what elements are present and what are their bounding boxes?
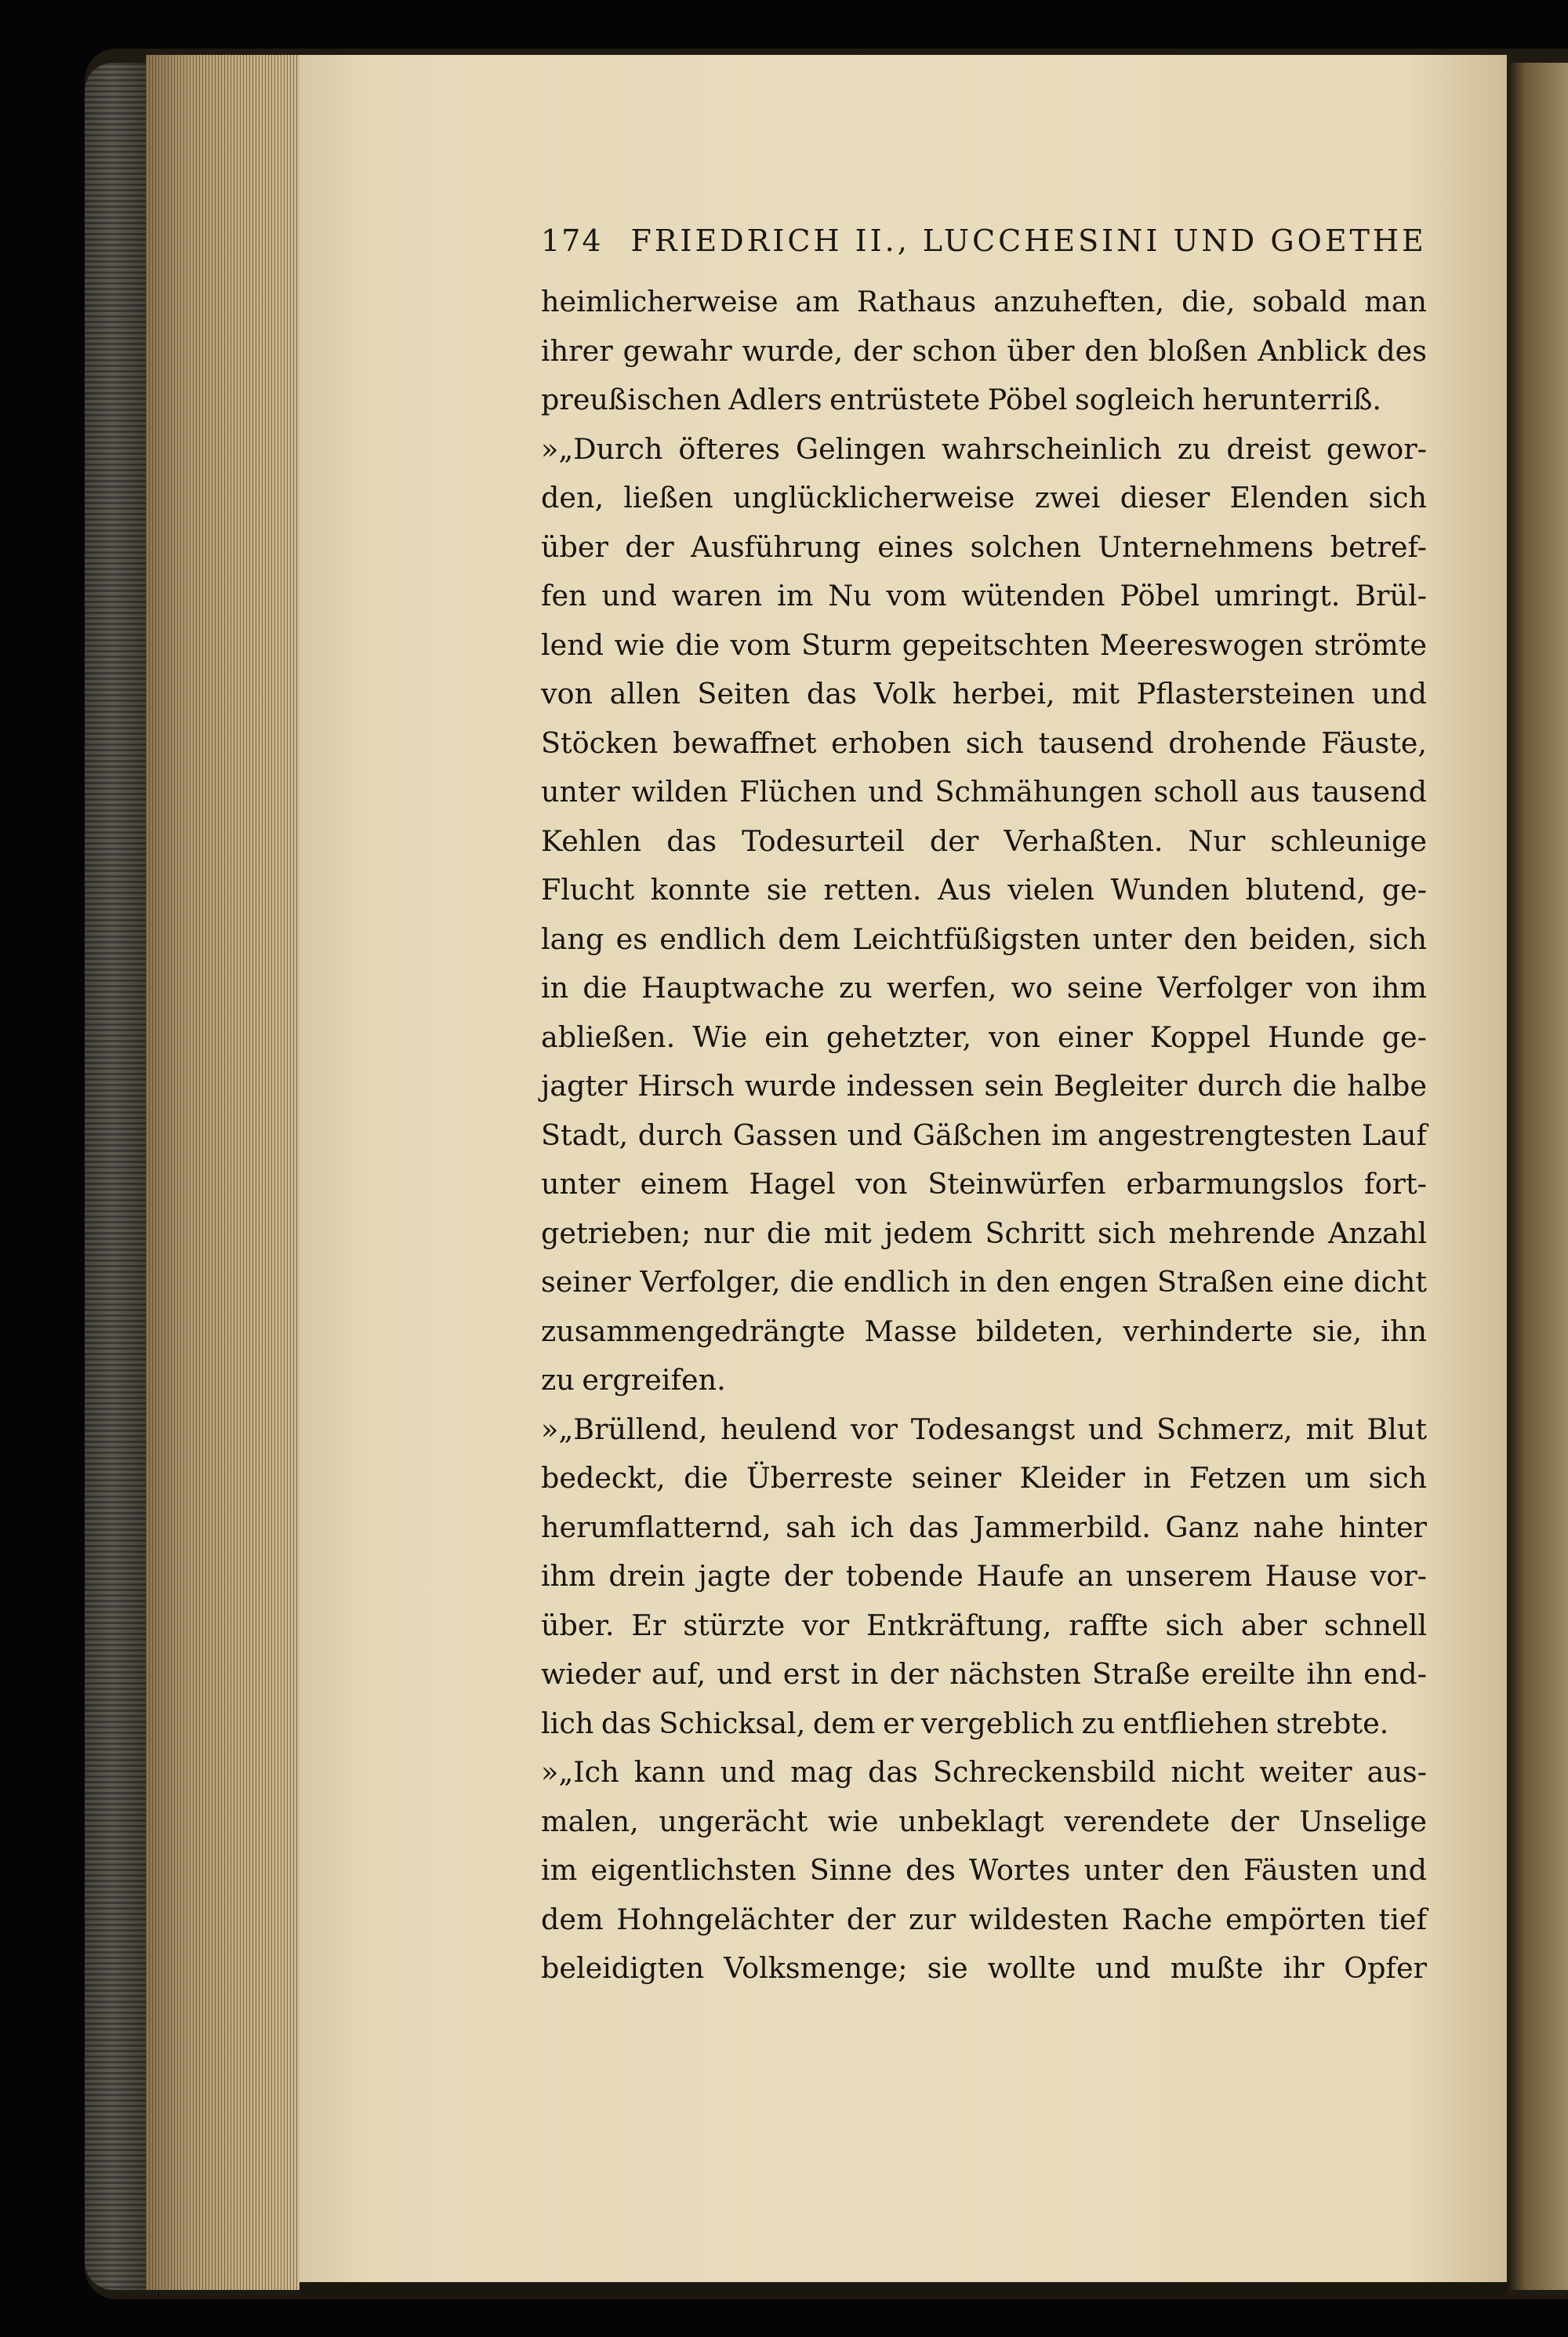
- text-line: »„Durch öfteres Gelingen wahrscheinlich zu dreist gewor-: [541, 431, 1427, 466]
- text-line: lang es endlich dem Leichtfüßigsten unter den beiden, sich: [541, 921, 1427, 956]
- page-bottom-shadow: [299, 2282, 1507, 2298]
- text-line: über. Er stürzte vor Entkräftung, raffte sich aber schnell: [541, 1608, 1427, 1642]
- page-edges: [146, 55, 299, 2290]
- text-line: unter einem Hagel von Steinwürfen erbarmungslos fort-: [541, 1167, 1427, 1201]
- text-line: über der Ausführung eines solchen Unternehmens betref-: [541, 529, 1427, 564]
- text-line: preußischen Adlers entrüstete Pöbel sogleich herunterriß.: [541, 383, 1382, 416]
- text-line: im eigentlichsten Sinne des Wortes unter den Fäusten und: [541, 1853, 1427, 1887]
- text-line: lend wie die vom Sturm gepeitschten Meereswogen strömte: [541, 627, 1427, 662]
- text-line: beleidigten Volksmenge; sie wollte und mußte ihr Opfer: [541, 1951, 1427, 1985]
- text-line: Stöcken bewaffnet erhoben sich tausend drohende Fäuste,: [541, 725, 1427, 760]
- text-line: wieder auf, und erst in der nächsten Straße ereilte ihn end-: [541, 1657, 1427, 1691]
- text-line: dem Hohngelächter der zur wildesten Rache empörten tief: [541, 1902, 1427, 1936]
- text-line: zu ergreifen.: [541, 1363, 726, 1397]
- text-line: den, ließen unglücklicherweise zwei dieser Elenden sich: [541, 481, 1427, 514]
- facing-page-edge: [1507, 63, 1568, 2290]
- text-line: herumflatternd, sah ich das Jammerbild. Ganz nahe hinter: [541, 1510, 1427, 1544]
- text-line: getrieben; nur die mit jedem Schritt sich mehrende Anzahl: [541, 1216, 1427, 1250]
- text-line: malen, ungerächt wie unbeklagt verendete der Unselige: [541, 1804, 1427, 1838]
- text-line: fen und waren im Nu vom wütenden Pöbel umringt. Brül-: [541, 579, 1427, 612]
- text-line: lich das Schicksal, dem er vergeblich zu entfliehen strebte.: [541, 1706, 1389, 1740]
- page-number: 174: [541, 224, 603, 258]
- text-line: zusammengedrängte Masse bildeten, verhinderte sie, ihn: [541, 1314, 1427, 1348]
- text-line: Kehlen das Todesurteil der Verhaßten. Nur schleunige: [541, 823, 1427, 858]
- text-line: Stadt, durch Gassen und Gäßchen im angestrengtesten Lauf: [541, 1118, 1427, 1152]
- running-title: FRIEDRICH II., LUCCHESINI UND GOETHE: [630, 224, 1427, 258]
- text-line: von allen Seiten das Volk herbei, mit Pflastersteinen und: [541, 677, 1427, 711]
- running-header: [541, 224, 1427, 271]
- text-line: in die Hauptwache zu werfen, wo seine Verfolger von ihm: [541, 971, 1427, 1005]
- text-line: heimlicherweise am Rathaus anzuheften, die, sobald man: [541, 285, 1427, 318]
- text-line: seiner Verfolger, die endlich in den engen Straßen eine dicht: [541, 1265, 1427, 1299]
- text-line: »„Ich kann und mag das Schreckensbild nicht weiter aus-: [541, 1755, 1427, 1789]
- text-line: bedeckt, die Überreste seiner Kleider in Fetzen um sich: [541, 1461, 1427, 1495]
- text-line: jagter Hirsch wurde indessen sein Begleiter durch die halbe: [541, 1069, 1427, 1103]
- text-line: abließen. Wie ein gehetzter, von einer Koppel Hunde ge-: [541, 1019, 1427, 1054]
- text-line: ihrer gewahr wurde, der schon über den bloßen Anblick des: [541, 333, 1427, 368]
- text-line: Flucht konnte sie retten. Aus vielen Wunden blutend, ge-: [541, 873, 1427, 907]
- book-spine: [85, 63, 146, 2290]
- text-line: ihm drein jagte der tobende Haufe an unserem Hause vor-: [541, 1559, 1427, 1593]
- body-text: [541, 278, 1427, 1994]
- text-line: unter wilden Flüchen und Schmähungen scholl aus tausend: [541, 775, 1427, 809]
- text-line: »„Brüllend, heulend vor Todesangst und Schmerz, mit Blut: [541, 1412, 1427, 1446]
